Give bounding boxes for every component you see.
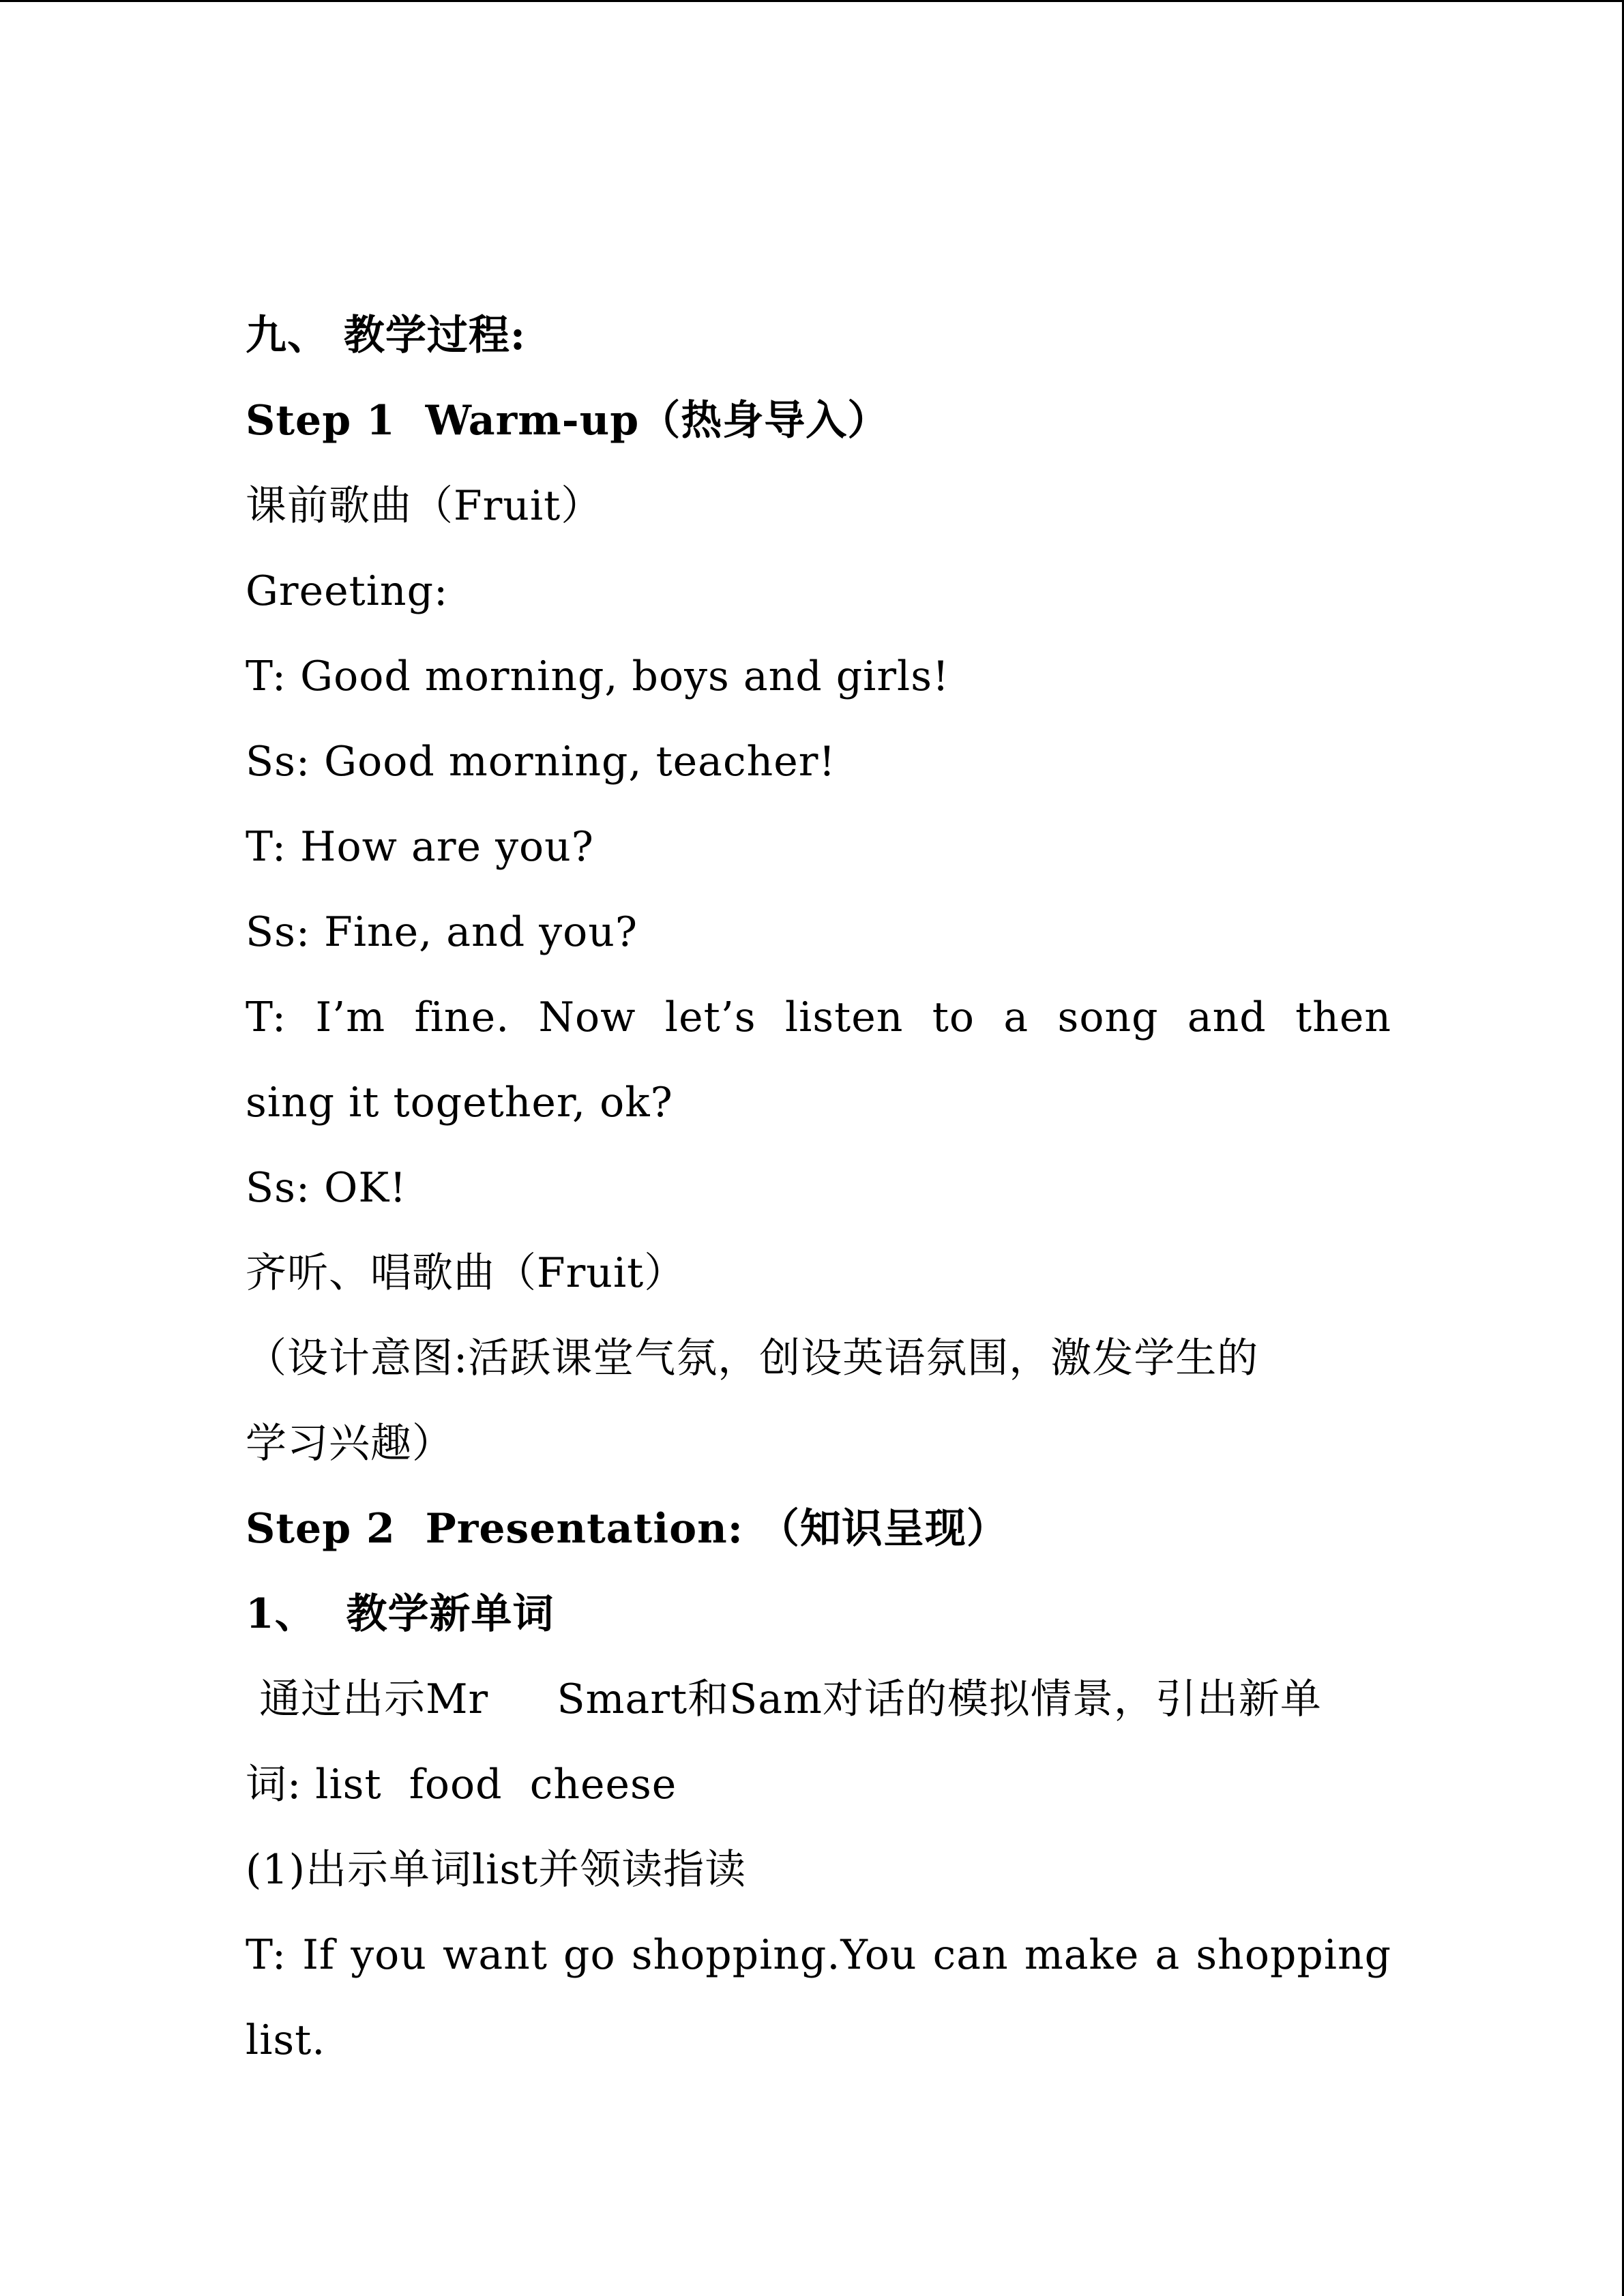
section-heading-teaching-process: 九、 教学过程:	[246, 312, 527, 359]
list-item-line: (1)出示单词list并领读指读	[246, 1846, 747, 1894]
new-words-heading: 1、 教学新单词	[246, 1590, 555, 1638]
step-2-heading: Step 2 Presentation: （知识呈现）	[246, 1505, 1008, 1553]
dialogue-line: sing it together, ok?	[246, 1079, 673, 1127]
dialogue-line: Ss: Good morning, teacher!	[246, 738, 836, 786]
listen-sing-line: 齐听、唱歌曲（Fruit）	[246, 1249, 686, 1297]
dialogue-line: T: Good morning, boys and girls!	[246, 653, 950, 700]
document-body	[246, 293, 1391, 2083]
page-border-top	[0, 0, 1624, 2]
paragraph-line: 通过出示Mr Smart和Sam对话的模拟情景，引出新单	[246, 1675, 1322, 1723]
dialogue-line: Ss: Fine, and you?	[246, 908, 638, 956]
dialogue-line: T: I’m fine. Now let’s listen to a song and then	[246, 994, 1391, 1041]
pre-class-song-line: 课前歌曲（Fruit）	[246, 482, 603, 530]
dialogue-line: T: How are you?	[246, 823, 594, 871]
dialogue-line: Ss: OK!	[246, 1164, 407, 1212]
step-1-heading: Step 1 Warm-up（热身导入）	[246, 397, 889, 445]
dialogue-line: list.	[246, 2016, 326, 2064]
dialogue-line: T: If you want go shopping.You can make a shopping	[246, 1931, 1391, 1979]
design-intent-line: （设计意图:活跃课堂气氛，创设英语氛围，激发学生的	[246, 1335, 1259, 1382]
paragraph-line: 词: list food cheese	[246, 1761, 677, 1808]
design-intent-line: 学习兴趣）	[246, 1420, 454, 1467]
greeting-label: Greeting:	[246, 567, 449, 615]
